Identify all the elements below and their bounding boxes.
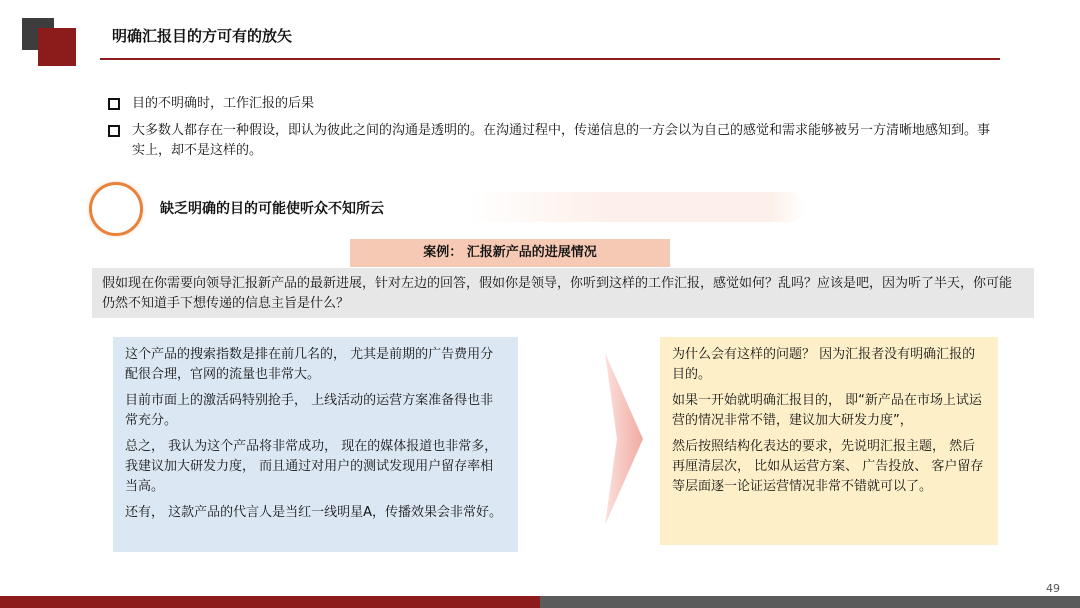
left-paragraph: 总之， 我认为这个产品将非常成功， 现在的媒体报道也非常多， 我建议加大研发力度， 而且通过对用户的测试发现用户留存率相当高。 [125, 439, 498, 494]
circle-icon [89, 182, 143, 236]
checkbox-bullet-icon [108, 125, 120, 137]
bullet-item [108, 94, 992, 114]
bullet-text: 大多数人都存在一种假设，即认为彼此之间的沟通是透明的。在沟通过程中，传递信息的一方会以为自己的感觉和需求能够被另一方清晰地感知到。事实上，却不是这样的。 [132, 123, 991, 158]
checkbox-bullet-icon [108, 98, 120, 110]
left-answer-box [113, 337, 518, 552]
left-paragraph: 目前市面上的激活码特别抢手， 上线活动的运营方案准备得也非常充分。 [125, 393, 494, 428]
left-paragraph: 还有， 这款产品的代言人是当红一线明星A，传播效果会非常好。 [125, 505, 503, 520]
case-label: 案例： 汇报新产品的进展情况 [350, 239, 670, 267]
bullet-item [108, 121, 992, 161]
footer-bar-red [0, 596, 540, 608]
right-arrow-icon [605, 353, 643, 525]
question-box: 假如现在你需要向领导汇报新产品的最新进展，针对左边的回答，假如你是领导，你听到这样的工作汇报，感觉如何？乱吗？应该是吧，因为听了半天，你可能仍然不知道手下想传递的信息主旨是什么？ [92, 268, 1034, 318]
decor-square-red [38, 28, 76, 66]
highlight-text: 缺乏明确的目的可能使听众不知所云 [160, 201, 384, 217]
page-number: 49 [1046, 582, 1060, 595]
title-divider [100, 58, 1000, 60]
right-paragraph: 如果一开始就明确汇报目的， 即“新产品在市场上试运营的情况非常不错，建议加大研发力度”， [672, 393, 982, 428]
right-paragraph: 然后按照结构化表达的要求，先说明汇报主题， 然后再厘清层次， 比如从运营方案、 广告投放、 客户留存等层面逐一论证运营情况非常不错就可以了。 [672, 439, 984, 494]
left-paragraph: 这个产品的搜索指数是排在前几名的， 尤其是前期的广告费用分配很合理，官网的流量也非常大。 [125, 347, 494, 382]
footer-bar-grey [540, 596, 1080, 608]
bullet-text: 目的不明确时，工作汇报的后果 [132, 96, 315, 111]
slide-title: 明确汇报目的方可有的放矢 [112, 27, 293, 45]
right-paragraph: 为什么会有这样的问题？ 因为汇报者没有明确汇报的目的。 [672, 347, 976, 382]
right-answer-box [660, 337, 998, 545]
